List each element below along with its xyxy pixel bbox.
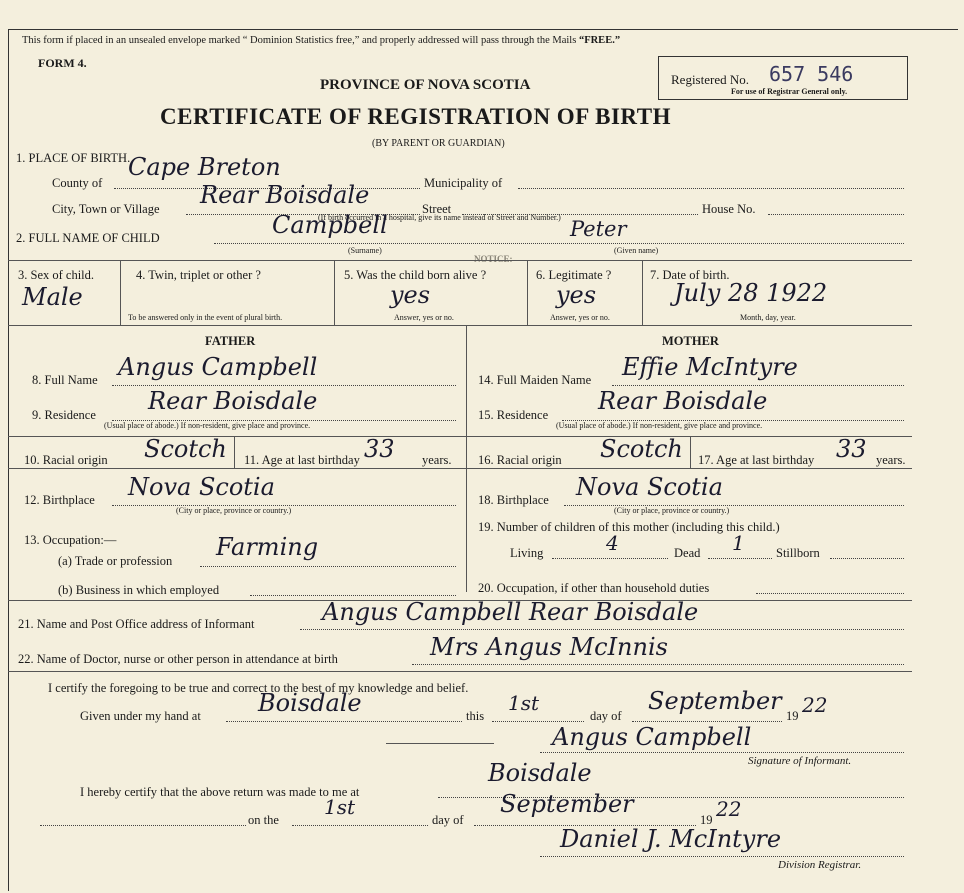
municipality-line — [518, 188, 904, 189]
left-border — [8, 29, 9, 891]
twin-note: To be answered only in the event of plural birth. — [128, 313, 283, 322]
mother-age-divider — [690, 436, 691, 468]
father-racial-label: 10. Racial origin — [24, 453, 108, 467]
father-residence-label: 9. Residence — [32, 408, 96, 422]
hospital-note: (If birth occurred in a hospital, give its name instead of Street and Number.) — [318, 213, 561, 222]
father-age-value: 33 — [364, 435, 395, 463]
father-birthplace-value: Nova Scotia — [128, 473, 275, 501]
trade-label: (a) Trade or profession — [58, 554, 173, 568]
father-name-value: Angus Campbell — [118, 353, 318, 381]
house-no-label: House No. — [702, 202, 756, 216]
children-count-label: 19. Number of children of this mother (including this child.) — [478, 520, 780, 534]
county-value: Cape Breton — [128, 153, 281, 181]
mother-birthplace-caption: (City or place, province or country.) — [614, 506, 730, 515]
registration-box — [658, 56, 908, 100]
trade-line — [200, 566, 456, 567]
surname-caption: (Surname) — [348, 246, 382, 255]
dead-value: 1 — [732, 531, 745, 555]
certify-place-value: Boisdale — [258, 689, 362, 717]
row3-divider-3 — [527, 260, 528, 325]
born-alive-caption: Answer, yes or no. — [394, 313, 454, 322]
informant-signature-line — [540, 752, 904, 753]
child-given-name: Peter — [570, 217, 627, 241]
legitimate-caption: Answer, yes or no. — [550, 313, 610, 322]
mother-heading: MOTHER — [662, 334, 719, 348]
certify-row-line — [8, 671, 912, 672]
certify-place-line — [226, 721, 462, 722]
trade-value: Farming — [216, 533, 319, 561]
dead-line — [708, 558, 772, 559]
mother-birthplace-label: 18. Birthplace — [478, 493, 549, 507]
certify-day-line — [492, 721, 584, 722]
attendant-label: 22. Name of Doctor, nurse or other person in attendance at birth — [18, 652, 338, 666]
informant-signature: Angus Campbell — [552, 723, 752, 751]
mother-residence-caption: (Usual place of abode.) If non-resident, give place and province. — [556, 421, 763, 430]
certify-day-value: 1st — [508, 691, 540, 715]
occupation-label: 13. Occupation:— — [24, 533, 117, 547]
row3-divider-4 — [642, 260, 643, 325]
living-line — [552, 558, 668, 559]
father-age-divider — [234, 436, 235, 468]
registered-no-label: Registered No. — [671, 72, 749, 87]
street-label: Street — [422, 202, 452, 216]
certify-day-of-label: day of — [590, 709, 622, 723]
father-birthplace-caption: (City or place, province or country.) — [176, 506, 292, 515]
city-value: Rear Boisdale — [200, 181, 370, 209]
date-of-birth-label: 7. Date of birth. — [650, 268, 730, 282]
registrar-year-prefix: 19 — [700, 813, 713, 827]
mother-years: years. — [876, 453, 906, 467]
certificate-title: CERTIFICATE OF REGISTRATION OF BIRTH — [160, 104, 671, 129]
certificate-subtitle: (BY PARENT OR GUARDIAN) — [372, 138, 505, 149]
father-years: years. — [422, 453, 452, 467]
mother-racial-label: 16. Racial origin — [478, 453, 562, 467]
registrar-year-value: 22 — [716, 797, 742, 821]
business-line — [250, 595, 456, 596]
certify-month-value: September — [648, 687, 782, 715]
born-alive-label: 5. Was the child born alive ? — [344, 268, 487, 282]
mother-birthplace-value: Nova Scotia — [576, 473, 723, 501]
informant-signature-caption: Signature of Informant. — [748, 755, 852, 767]
date-of-birth-caption: Month, day, year. — [740, 313, 796, 322]
mother-residence-value: Rear Boisdale — [598, 387, 768, 415]
registrar-day-line — [292, 825, 428, 826]
mother-occupation-line — [756, 593, 904, 594]
informant-label: 21. Name and Post Office address of Informant — [18, 617, 255, 631]
mother-name-line — [612, 385, 904, 386]
father-racial-value: Scotch — [144, 435, 227, 463]
father-age-label: 11. Age at last birthday — [244, 453, 360, 467]
registrar-signature-caption: Division Registrar. — [778, 859, 862, 871]
given-under-label: Given under my hand at — [80, 709, 201, 723]
mother-name-value: Effie McIntyre — [622, 353, 798, 381]
twin-label: 4. Twin, triplet or other ? — [136, 268, 261, 282]
house-no-line — [768, 214, 904, 215]
father-residence-value: Rear Boisdale — [148, 387, 318, 415]
notice-header: NOTICE: — [474, 254, 513, 264]
birthplace-row-line — [8, 468, 912, 469]
registrar-signature-line — [540, 856, 904, 857]
sex-label: 3. Sex of child. — [18, 268, 95, 282]
place-of-birth-heading: 1. PLACE OF BIRTH. — [16, 151, 131, 165]
county-label: County of — [52, 176, 103, 190]
certify-year-value: 22 — [802, 693, 828, 717]
mother-age-label: 17. Age at last birthday — [698, 453, 815, 467]
father-name-line — [112, 385, 456, 386]
row3-divider-1 — [120, 260, 121, 325]
mother-racial-value: Scotch — [600, 435, 683, 463]
date-of-birth-value: July 28 1922 — [674, 279, 828, 307]
form-number: FORM 4. — [38, 56, 87, 70]
registrar-month-value: September — [500, 790, 634, 818]
father-heading: FATHER — [205, 334, 256, 348]
parents-divider — [466, 325, 467, 592]
registrar-place-value: Boisdale — [488, 759, 592, 787]
mother-age-value: 33 — [836, 435, 867, 463]
informant-line — [300, 629, 904, 630]
registrar-statement: I hereby certify that the above return was made to me at — [80, 785, 360, 799]
certify-statement: I certify the foregoing to be true and correct to the best of my knowledge and belief. — [48, 681, 469, 695]
stillborn-line — [830, 558, 904, 559]
city-label: City, Town or Village — [52, 202, 160, 216]
on-the-label: on the — [248, 813, 279, 827]
child-surname: Campbell — [272, 211, 388, 239]
top-border — [8, 29, 958, 30]
full-name-label: 2. FULL NAME OF CHILD — [16, 231, 160, 245]
child-name-line — [214, 243, 904, 244]
legitimate-value: yes — [556, 281, 597, 309]
municipality-label: Municipality of — [424, 176, 503, 190]
business-label: (b) Business in which employed — [58, 583, 220, 597]
dead-label: Dead — [674, 546, 701, 560]
registrar-leader-line — [40, 825, 246, 826]
given-caption: (Given name) — [614, 246, 659, 255]
attendant-line — [412, 664, 904, 665]
attendant-value: Mrs Angus McInnis — [430, 633, 668, 661]
certify-year-prefix: 19 — [786, 709, 799, 723]
row3-bottom-line — [8, 325, 912, 326]
separator-rule — [386, 743, 494, 744]
mother-occupation-label: 20. Occupation, if other than household duties — [478, 581, 710, 595]
stillborn-label: Stillborn — [776, 546, 820, 560]
father-birthplace-label: 12. Birthplace — [24, 493, 95, 507]
registrar-day-value: 1st — [324, 795, 356, 819]
registrar-day-of-label: day of — [432, 813, 464, 827]
father-residence-caption: (Usual place of abode.) If non-resident, give place and province. — [104, 421, 311, 430]
province-heading: PROVINCE OF NOVA SCOTIA — [320, 77, 531, 93]
legitimate-label: 6. Legitimate ? — [536, 268, 612, 282]
born-alive-value: yes — [390, 281, 431, 309]
registrar-use-note: For use of Registrar General only. — [731, 87, 848, 96]
father-name-label: 8. Full Name — [32, 373, 98, 387]
this-label: this — [466, 709, 485, 723]
registered-number: 657 546 — [769, 62, 854, 86]
mother-name-label: 14. Full Maiden Name — [478, 373, 592, 387]
row3-divider-2 — [334, 260, 335, 325]
row3-top-line — [8, 260, 912, 261]
sex-value: Male — [22, 283, 83, 311]
certify-month-line — [632, 721, 782, 722]
living-label: Living — [510, 546, 544, 560]
street-line — [462, 214, 698, 215]
living-value: 4 — [606, 531, 619, 555]
informant-value: Angus Campbell Rear Boisdale — [322, 598, 699, 626]
registrar-signature: Daniel J. McIntyre — [560, 825, 782, 853]
mother-residence-label: 15. Residence — [478, 408, 549, 422]
mail-notice: This form if placed in an unsealed envelope marked “ Dominion Statistics free,” and properly addressed will pass through the Mails “FREE.” — [22, 35, 621, 46]
